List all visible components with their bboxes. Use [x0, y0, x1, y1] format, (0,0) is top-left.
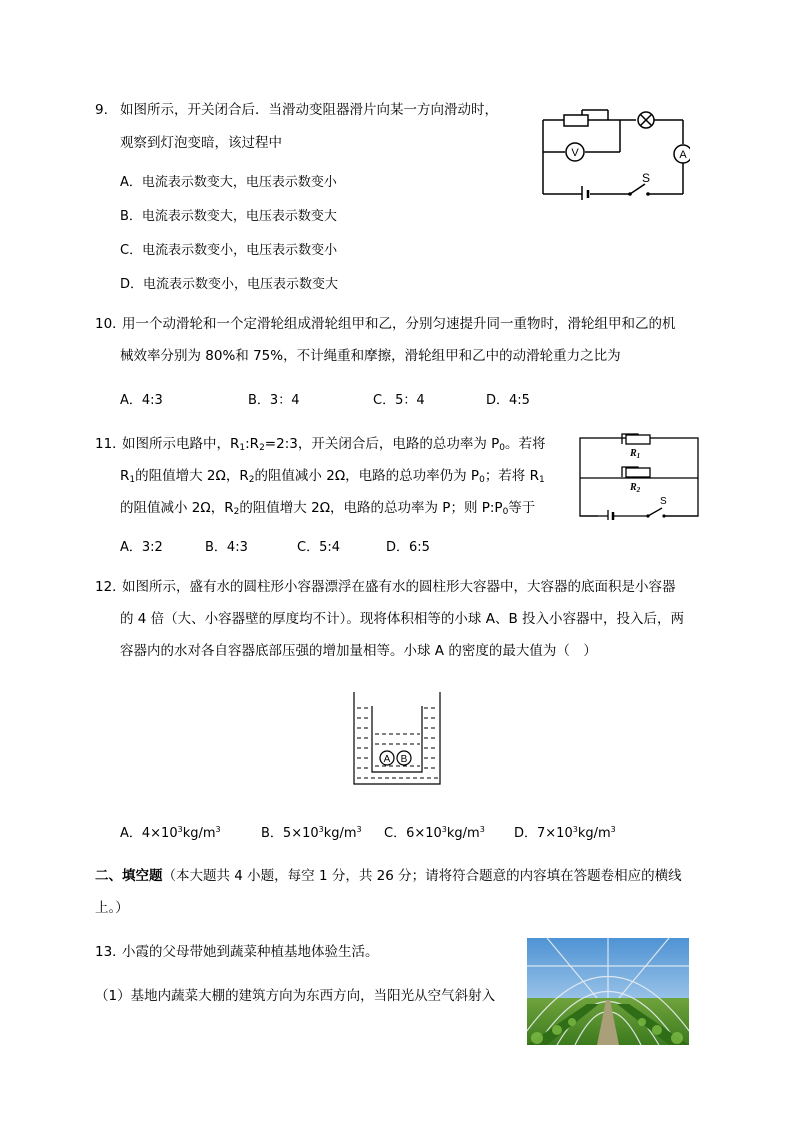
ball-b-label: B — [400, 754, 408, 765]
q10-option-a: A．4:3 — [120, 393, 163, 408]
r2-resistor-icon — [626, 468, 650, 477]
q11-option-c: C．5:4 — [297, 540, 340, 555]
q9-option-c: C．电流表示数变小，电压表示数变小 — [120, 243, 338, 258]
q9-number: 9. — [95, 102, 108, 118]
q9-stem-line2: 观察到灯泡变暗，该过程中 — [120, 135, 282, 151]
switch-label: S — [660, 496, 667, 507]
q9-option-d: D．电流表示数变小，电压表示数变大 — [120, 277, 339, 292]
q12-stem-line1: 如图所示，盛有水的圆柱形小容器漂浮在盛有水的圆柱形大容器中，大容器的底面积是小容器 — [122, 579, 676, 595]
q9-circuit-diagram — [538, 104, 690, 200]
q12-option-a: A．$4\times 10^3kg/m^3$ — [120, 825, 221, 841]
q10-stem-line2: 械效率分别为 80%和 75%，不计绳重和摩擦，滑轮组甲和乙中的动滑轮重力之比为 — [120, 348, 621, 364]
q11-option-d: D．6:5 — [386, 540, 430, 555]
q12-option-c: C．$6\times 10^3kg/m^3$ — [384, 825, 485, 841]
q11-stem-line2: $R_1$的阻值增大 2Ω，$R_2$的阻值减小 2Ω，电路的总功率仍为 $P_0$；若将 $R_1$ — [120, 468, 545, 485]
rheostat-icon — [564, 115, 588, 126]
q9-option-b: B．电流表示数变大，电压表示数变大 — [120, 209, 337, 224]
q9-stem-line1: 如图所示，开关闭合后．当滑动变阻器滑片向某一方向滑动时， — [120, 102, 498, 118]
q11-stem-line1: 如图所示电路中，$R_1:R_2=2:3$，开关闭合后，电路的总功率为 $P_0$。若将 — [122, 436, 546, 453]
q12-number: 12． — [95, 579, 126, 595]
switch-icon — [630, 184, 645, 194]
q13-sub1: （1）基地内蔬菜大棚的建筑方向为东西方向，当阳光从空气斜射入 — [95, 988, 496, 1004]
q12-option-d: D．$7\times 10^3kg/m^3$ — [514, 825, 616, 841]
r1-label: $R_1$ — [630, 448, 641, 460]
section2-title: 二、填空题 — [95, 868, 163, 884]
q9-option-a: A．电流表示数变大，电压表示数变小 — [120, 175, 337, 190]
q11-option-b: B．4:3 — [205, 540, 248, 555]
q11-number: 11． — [95, 436, 126, 452]
section2-heading — [95, 866, 682, 886]
voltmeter-label: V — [571, 147, 579, 159]
r2-label: $R_2$ — [630, 482, 641, 494]
q12-stem-line2: 的 4 倍（大、小容器壁的厚度均不计）。现将体积相等的小球 A、B 投入小容器中，投入后，两 — [120, 611, 684, 627]
r1-resistor-icon — [626, 435, 650, 444]
q10-option-b: B．3：4 — [248, 393, 300, 408]
q13-stem: 小霞的父母带她到蔬菜种植基地体验生活。 — [122, 944, 379, 960]
switch-label: S — [642, 171, 651, 185]
greenhouse-photo — [527, 938, 689, 1045]
q12-stem-line3: 容器内的水对各自容器底部压强的增加量相等。小球 A 的密度的最大值为（ ） — [120, 643, 597, 659]
q11-option-a: A．3:2 — [120, 540, 163, 555]
q10-option-c: C．5：4 — [373, 393, 425, 408]
section2-desc-line2: 上。） — [95, 900, 129, 916]
section2-desc: （本大题共 4 小题，每空 1 分，共 26 分；请将符合题意的内容填在答题卷相应的横线 — [162, 868, 682, 884]
ball-a-label: A — [383, 754, 391, 765]
q11-circuit-diagram — [578, 432, 700, 520]
q13-number: 13． — [95, 944, 126, 960]
ammeter-label: A — [679, 149, 687, 161]
q10-number: 10． — [95, 316, 126, 332]
q11-stem-line3: 的阻值减小 2Ω，$R_2$的阻值增大 2Ω，电路的总功率为 P；则 $P:P_0$等于 — [120, 500, 536, 517]
q12-option-b: B．$5\times 10^3kg/m^3$ — [261, 825, 362, 841]
q10-option-d: D．4:5 — [486, 393, 530, 408]
q12-containers-diagram — [352, 692, 442, 788]
q10-stem-line1: 用一个动滑轮和一个定滑轮组成滑轮组甲和乙，分别匀速提升同一重物时，滑轮组甲和乙的机 — [122, 316, 676, 332]
